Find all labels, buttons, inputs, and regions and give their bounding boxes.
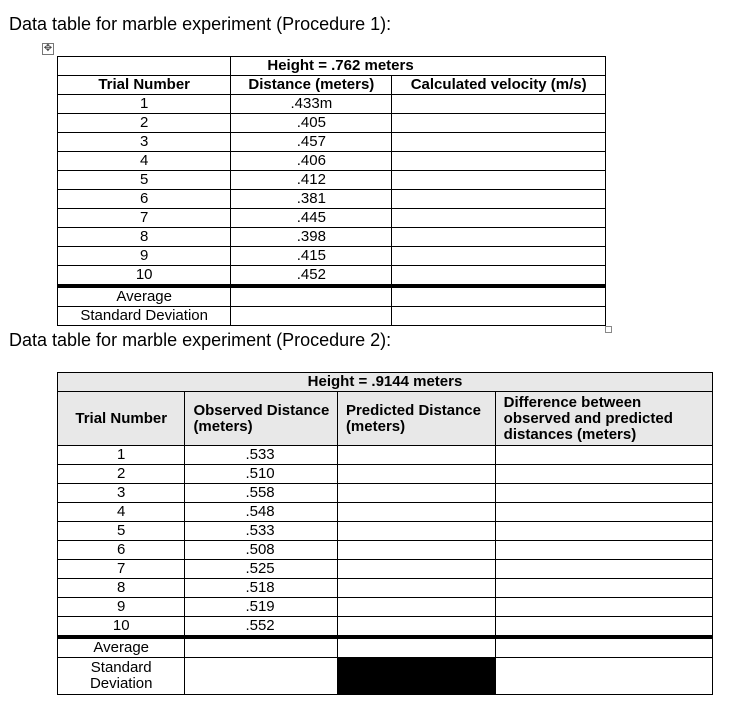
trial-number-cell: 1: [58, 446, 185, 465]
table-row: [58, 152, 606, 171]
height-label: Height = .9144 meters: [58, 373, 713, 392]
velocity-cell[interactable]: [392, 152, 606, 171]
table-row: [58, 95, 606, 114]
velocity-cell[interactable]: [392, 247, 606, 266]
predicted-distance-cell[interactable]: [337, 522, 495, 541]
average-observed-cell[interactable]: [185, 637, 338, 658]
trial-number-cell: 8: [58, 228, 231, 247]
trial-number-cell: 6: [58, 541, 185, 560]
velocity-cell[interactable]: [392, 209, 606, 228]
table-row: [58, 579, 713, 598]
trial-number-cell: 2: [58, 114, 231, 133]
velocity-header: Calculated velocity (m/s): [392, 76, 606, 95]
distance-cell[interactable]: .398: [231, 228, 392, 247]
distance-header: Distance (meters): [231, 76, 392, 95]
distance-cell[interactable]: .405: [231, 114, 392, 133]
table-row: [58, 541, 713, 560]
table-row: [58, 247, 606, 266]
average-velocity-cell[interactable]: [392, 286, 606, 307]
table-row: [58, 484, 713, 503]
difference-cell[interactable]: [495, 503, 712, 522]
velocity-cell[interactable]: [392, 133, 606, 152]
predicted-distance-cell[interactable]: [337, 560, 495, 579]
difference-header: Difference between observed and predicted distances (meters): [495, 392, 712, 446]
difference-cell[interactable]: [495, 617, 712, 638]
std-label: Standard Deviation: [58, 658, 185, 695]
trial-number-cell: 10: [58, 617, 185, 638]
trial-number-cell: 5: [58, 522, 185, 541]
table-row: [58, 114, 606, 133]
table-row: [58, 522, 713, 541]
table-move-handle-icon[interactable]: ✥: [43, 43, 53, 54]
difference-cell[interactable]: [495, 579, 712, 598]
trial-number-cell: 10: [58, 266, 231, 287]
std-label: Standard Deviation: [58, 307, 231, 326]
observed-distance-cell[interactable]: .533: [185, 522, 338, 541]
average-difference-cell[interactable]: [495, 637, 712, 658]
distance-cell[interactable]: .406: [231, 152, 392, 171]
std-velocity-cell[interactable]: [392, 307, 606, 326]
table-row: [58, 446, 713, 465]
predicted-distance-cell[interactable]: [337, 446, 495, 465]
table-row: [58, 465, 713, 484]
std-difference-cell[interactable]: [495, 658, 712, 695]
trial-number-cell: 8: [58, 579, 185, 598]
table-row: [58, 209, 606, 228]
distance-cell[interactable]: .457: [231, 133, 392, 152]
distance-cell[interactable]: .452: [231, 266, 392, 287]
trial-number-cell: 4: [58, 503, 185, 522]
predicted-distance-cell[interactable]: [337, 503, 495, 522]
predicted-distance-cell[interactable]: [337, 484, 495, 503]
procedure2-table: [57, 372, 713, 695]
predicted-distance-cell[interactable]: [337, 541, 495, 560]
trial-number-cell: 9: [58, 598, 185, 617]
trial-number-cell: 4: [58, 152, 231, 171]
difference-cell[interactable]: [495, 522, 712, 541]
distance-cell[interactable]: .445: [231, 209, 392, 228]
difference-cell[interactable]: [495, 484, 712, 503]
predicted-distance-cell[interactable]: [337, 617, 495, 638]
blank-header-cell: [58, 57, 231, 76]
trial-number-header: Trial Number: [58, 392, 185, 446]
std-predicted-blacked-cell: [337, 658, 495, 695]
difference-cell[interactable]: [495, 560, 712, 579]
velocity-cell[interactable]: [392, 114, 606, 133]
average-label: Average: [58, 286, 231, 307]
predicted-distance-cell[interactable]: [337, 579, 495, 598]
table-row: [58, 503, 713, 522]
observed-distance-cell[interactable]: .519: [185, 598, 338, 617]
trial-number-cell: 2: [58, 465, 185, 484]
difference-cell[interactable]: [495, 465, 712, 484]
procedure1-heading: Data table for marble experiment (Procedure 1):: [9, 14, 392, 34]
std-distance-cell[interactable]: [231, 307, 392, 326]
table-resize-handle-icon[interactable]: [605, 326, 612, 333]
velocity-cell[interactable]: [392, 95, 606, 114]
velocity-cell[interactable]: [392, 266, 606, 287]
difference-cell[interactable]: [495, 541, 712, 560]
table-row: [58, 171, 606, 190]
trial-number-cell: 3: [58, 484, 185, 503]
velocity-cell[interactable]: [392, 190, 606, 209]
velocity-cell[interactable]: [392, 171, 606, 190]
average-predicted-cell[interactable]: [337, 637, 495, 658]
trial-number-cell: 5: [58, 171, 231, 190]
observed-distance-header: Observed Distance (meters): [185, 392, 338, 446]
observed-distance-cell[interactable]: .510: [185, 465, 338, 484]
table-row: [58, 598, 713, 617]
table-row: [58, 266, 606, 287]
height-label: Height = .762 meters: [231, 57, 606, 76]
trial-number-header: Trial Number: [58, 76, 231, 95]
predicted-distance-cell[interactable]: [337, 598, 495, 617]
observed-distance-cell[interactable]: .552: [185, 617, 338, 638]
procedure1-table: [57, 56, 606, 326]
table-row: [58, 133, 606, 152]
difference-cell[interactable]: [495, 598, 712, 617]
procedure2-heading: Data table for marble experiment (Procedure 2):: [9, 330, 392, 350]
table-row: [58, 617, 713, 638]
distance-cell[interactable]: .415: [231, 247, 392, 266]
trial-number-cell: 7: [58, 209, 231, 228]
observed-distance-cell[interactable]: .525: [185, 560, 338, 579]
observed-distance-cell[interactable]: .558: [185, 484, 338, 503]
observed-distance-cell[interactable]: .518: [185, 579, 338, 598]
average-label: Average: [58, 637, 185, 658]
difference-cell[interactable]: [495, 446, 712, 465]
std-observed-cell[interactable]: [185, 658, 338, 695]
table-row: [58, 560, 713, 579]
predicted-distance-header: Predicted Distance (meters): [337, 392, 495, 446]
observed-distance-cell[interactable]: .533: [185, 446, 338, 465]
observed-distance-cell[interactable]: .548: [185, 503, 338, 522]
velocity-cell[interactable]: [392, 228, 606, 247]
trial-number-cell: 7: [58, 560, 185, 579]
trial-number-cell: 9: [58, 247, 231, 266]
table-row: [58, 190, 606, 209]
trial-number-cell: 6: [58, 190, 231, 209]
distance-cell[interactable]: .381: [231, 190, 392, 209]
distance-cell[interactable]: .433m: [231, 95, 392, 114]
distance-cell[interactable]: .412: [231, 171, 392, 190]
table-row: [58, 228, 606, 247]
trial-number-cell: 3: [58, 133, 231, 152]
trial-number-cell: 1: [58, 95, 231, 114]
observed-distance-cell[interactable]: .508: [185, 541, 338, 560]
predicted-distance-cell[interactable]: [337, 465, 495, 484]
average-distance-cell[interactable]: [231, 286, 392, 307]
